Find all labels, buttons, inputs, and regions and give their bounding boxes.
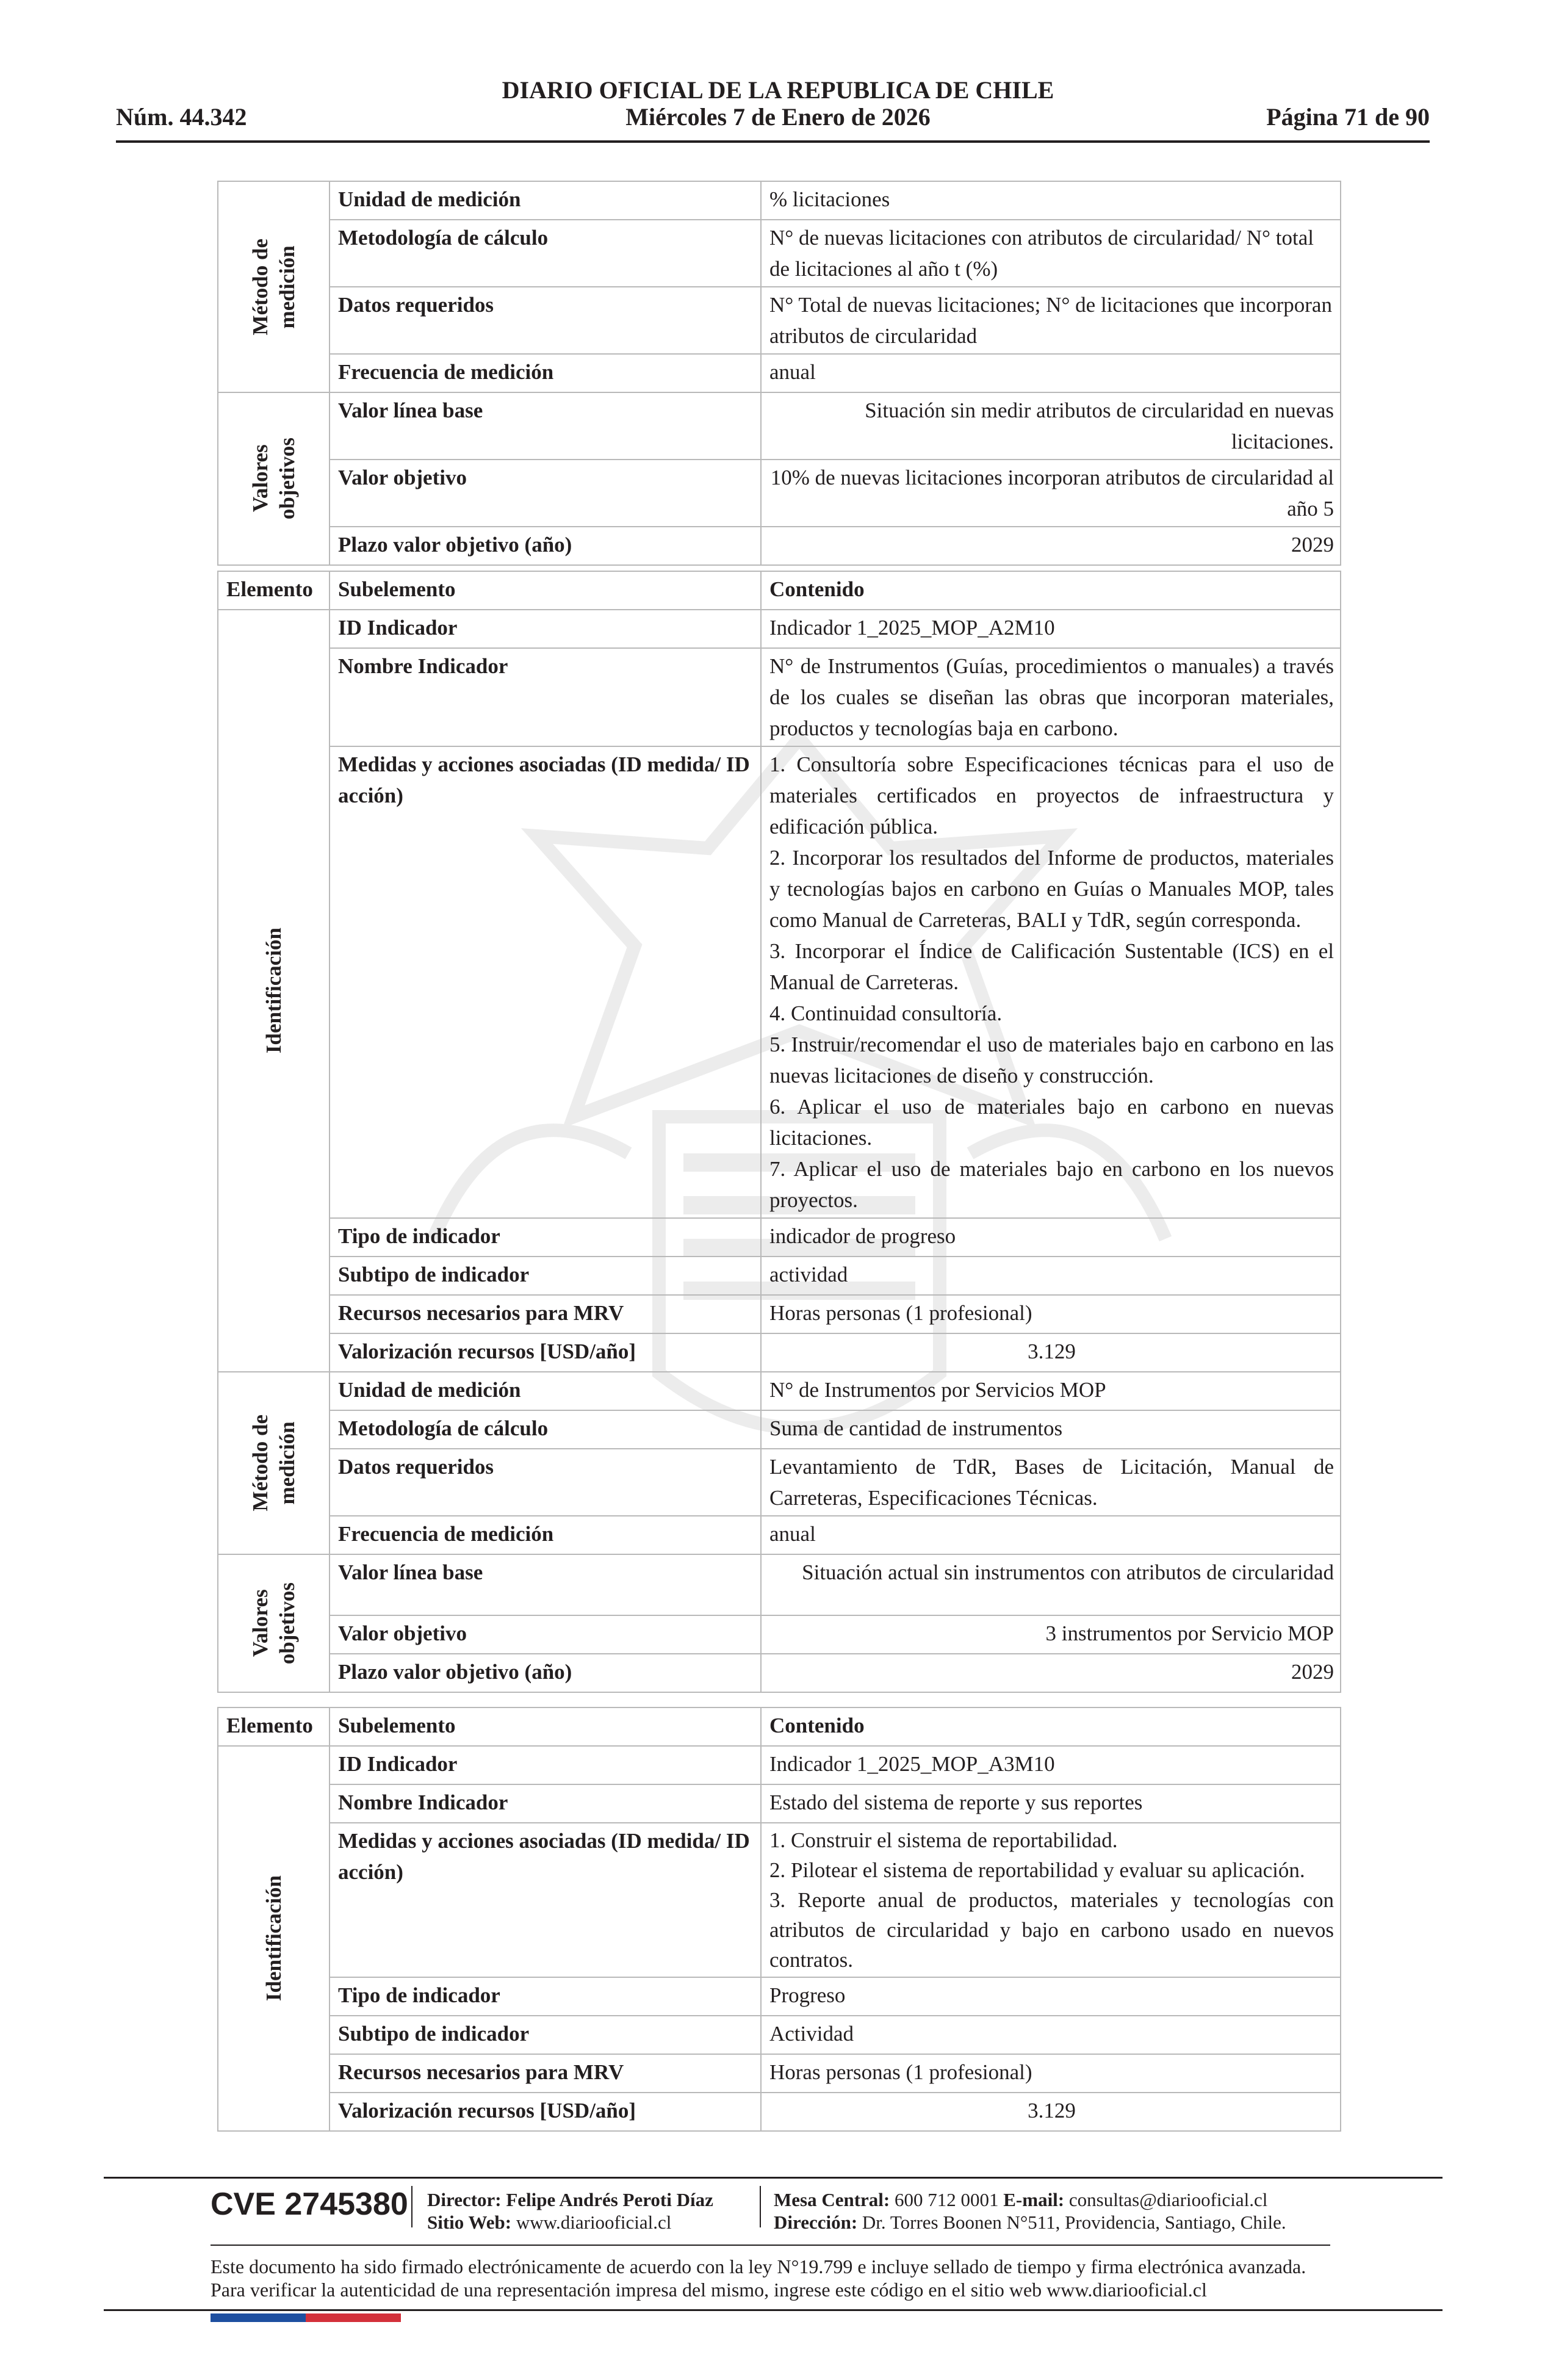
email-label: E-mail: xyxy=(1003,2189,1065,2210)
group-cell-identificacion xyxy=(218,610,330,1372)
group-cell-metodo xyxy=(218,181,330,392)
content-cell: 2029 xyxy=(761,527,1341,565)
director-name: Felipe Andrés Peroti Díaz xyxy=(506,2189,713,2210)
content-cell: Horas personas (1 profesional) xyxy=(761,2054,1341,2093)
subelement-cell: Frecuencia de medición xyxy=(330,1516,761,1554)
content-cell: indicador de progreso xyxy=(761,1218,1341,1257)
subelement-cell: Unidad de medición xyxy=(330,1372,761,1410)
content-cell: 3.129 xyxy=(761,2093,1341,2131)
group-cell-metodo xyxy=(218,1372,330,1554)
content-cell: Horas personas (1 profesional) xyxy=(761,1295,1341,1333)
footer-divider-top xyxy=(104,2177,1443,2179)
subelement-cell: Valor línea base xyxy=(330,392,761,460)
footer-divider-bottom xyxy=(104,2309,1443,2311)
subelement-cell: Medidas y acciones asociadas (ID medida/ ID acción) xyxy=(330,746,761,1218)
footer-divider-mid xyxy=(211,2245,1330,2246)
subelement-cell: Valor línea base xyxy=(330,1554,761,1615)
group-label-identificacion: Identificación xyxy=(261,928,286,1054)
indicator-table-a3m10 xyxy=(217,1707,1341,2132)
subelement-cell: Valor objetivo xyxy=(330,460,761,527)
mesa-label: Mesa Central: xyxy=(774,2189,890,2210)
header-contenido: Contenido xyxy=(761,571,1341,610)
content-cell: 1. Construir el sistema de reportabilidad. 2. Pilotear el sistema de reportabilidad y evaluar su aplicación. 3. Reporte anual de productos, materiales y tecnologías con atributos de circularidad y bajo en carbono usado en nuevos contratos. xyxy=(761,1823,1341,1977)
content-cell: 1. Consultoría sobre Especificaciones técnicas para el uso de materiales certificados en proyectos de infraestructura y edificación pública. 2. Incorporar los resultados del Informe de productos, materiales y tecnologías bajos en carbono en Guías o Manuales MOP, tales como Manual de Carreteras, BALI y TdR, según corresponda. 3. Incorporar el Índice de Calificación Sustentable (ICS) en el Manual de Carreteras. 4. Continuidad consultoría. 5. Instruir/recomendar el uso de materiales bajo en carbono en las nuevas licitaciones de diseño y construcción. 6. Aplicar el uso de materiales bajo en carbono en nuevas licitaciones. 7. Aplicar el uso de materiales bajo en carbono en los nuevos proyectos. xyxy=(761,746,1341,1218)
content-cell: N° Total de nuevas licitaciones; N° de licitaciones que incorporan atributos de circularidad xyxy=(761,287,1341,354)
content-cell: N° de Instrumentos por Servicios MOP xyxy=(761,1372,1341,1410)
subelement-cell: Datos requeridos xyxy=(330,287,761,354)
subelement-cell: Tipo de indicador xyxy=(330,1218,761,1257)
group-cell-valores xyxy=(218,392,330,565)
subelement-cell: Recursos necesarios para MRV xyxy=(330,1295,761,1333)
header-subelemento: Subelemento xyxy=(330,1707,761,1746)
subelement-cell: Subtipo de indicador xyxy=(330,2016,761,2054)
footer-director-block xyxy=(427,2188,713,2234)
group-label-identificacion: Identificación xyxy=(261,1875,286,2002)
content-cell: Indicador 1_2025_MOP_A3M10 xyxy=(761,1746,1341,1784)
content-cell: Situación sin medir atributos de circularidad en nuevas licitaciones. xyxy=(761,392,1341,460)
subelement-cell: ID Indicador xyxy=(330,1746,761,1784)
legal-notice: Este documento ha sido firmado electrónicamente de acuerdo con la ley N°19.799 e incluye sellado de tiempo y firma electrónica avanzada. Para verificar la autenticidad de una representación impresa del mismo, ingrese este código en el sitio web www.diariooficial.cl xyxy=(211,2256,1306,2301)
director-label: Director: xyxy=(427,2189,502,2210)
content-cell: Suma de cantidad de instrumentos xyxy=(761,1410,1341,1449)
subelement-cell: Metodología de cálculo xyxy=(330,1410,761,1449)
website-link[interactable]: www.diariooficial.cl xyxy=(516,2212,672,2233)
subelement-cell: Metodología de cálculo xyxy=(330,220,761,287)
publication-title: DIARIO OFICIAL DE LA REPUBLICA DE CHILE xyxy=(502,76,1054,104)
content-cell: anual xyxy=(761,1516,1341,1554)
header-subelemento: Subelemento xyxy=(330,571,761,610)
subelement-cell: Tipo de indicador xyxy=(330,1977,761,2016)
content-cell: Estado del sistema de reporte y sus reportes xyxy=(761,1784,1341,1823)
subelement-cell: Unidad de medición xyxy=(330,181,761,220)
subelement-cell: Valor objetivo xyxy=(330,1615,761,1654)
footer-separator xyxy=(760,2186,761,2227)
subelement-cell: Valorización recursos [USD/año] xyxy=(330,2093,761,2131)
content-cell: Progreso xyxy=(761,1977,1341,2016)
indicator-table-a2m10 xyxy=(217,571,1341,1693)
header-elemento: Elemento xyxy=(218,1707,330,1746)
subelement-cell: Subtipo de indicador xyxy=(330,1257,761,1295)
subelement-cell: Nombre Indicador xyxy=(330,1784,761,1823)
subelement-cell: Frecuencia de medición xyxy=(330,354,761,392)
content-cell: 3 instrumentos por Servicio MOP xyxy=(761,1615,1341,1654)
header-contenido: Contenido xyxy=(761,1707,1341,1746)
footer-separator xyxy=(411,2186,412,2227)
subelement-cell: ID Indicador xyxy=(330,610,761,648)
mesa-phone: 600 712 0001 xyxy=(895,2189,999,2210)
content-cell: 2029 xyxy=(761,1654,1341,1692)
address-label: Dirección: xyxy=(774,2212,858,2233)
subelement-cell: Plazo valor objetivo (año) xyxy=(330,527,761,565)
content-cell: Indicador 1_2025_MOP_A2M10 xyxy=(761,610,1341,648)
content-cell: % licitaciones xyxy=(761,181,1341,220)
flag-stripe-red xyxy=(306,2313,401,2322)
email-link[interactable]: consultas@diariooficial.cl xyxy=(1068,2189,1268,2210)
content-cell: N° de nuevas licitaciones con atributos de circularidad/ N° total de licitaciones al año t (%) xyxy=(761,220,1341,287)
address-text: Dr. Torres Boonen N°511, Providencia, Santiago, Chile. xyxy=(862,2212,1286,2233)
content-cell: actividad xyxy=(761,1257,1341,1295)
subelement-cell: Medidas y acciones asociadas (ID medida/ ID acción) xyxy=(330,1823,761,1977)
content-cell: Actividad xyxy=(761,2016,1341,2054)
group-cell-valores xyxy=(218,1554,330,1692)
content-cell: 10% de nuevas licitaciones incorporan atributos de circularidad al año 5 xyxy=(761,460,1341,527)
header-elemento: Elemento xyxy=(218,571,330,610)
content-cell: 3.129 xyxy=(761,1333,1341,1372)
flag-stripe-blue xyxy=(211,2313,306,2322)
group-label-valores: Valores objetivos xyxy=(248,438,299,520)
content-cell: N° de Instrumentos (Guías, procedimientos o manuales) a través de los cuales se diseñan las obras que incorporan materiales, productos y tecnologías baja en carbono. xyxy=(761,648,1341,746)
group-label-metodo: Método de medición xyxy=(248,1415,299,1512)
content-cell: anual xyxy=(761,354,1341,392)
indicator-table-continued xyxy=(217,181,1341,566)
footer-contact-block xyxy=(774,2188,1286,2234)
content-cell: Situación actual sin instrumentos con atributos de circularidad xyxy=(761,1554,1341,1615)
subelement-cell: Recursos necesarios para MRV xyxy=(330,2054,761,2093)
publication-date: Miércoles 7 de Enero de 2026 xyxy=(625,103,931,131)
subelement-cell: Datos requeridos xyxy=(330,1449,761,1516)
website-label: Sitio Web: xyxy=(427,2212,512,2233)
group-label-metodo: Método de medición xyxy=(248,238,299,336)
page-number: Página 71 de 90 xyxy=(1266,103,1430,131)
group-cell-identificacion xyxy=(218,1746,330,2131)
subelement-cell: Valorización recursos [USD/año] xyxy=(330,1333,761,1372)
cve-code: CVE 2745380 xyxy=(211,2187,408,2222)
subelement-cell: Plazo valor objetivo (año) xyxy=(330,1654,761,1692)
header-divider xyxy=(116,140,1430,143)
group-label-valores: Valores objetivos xyxy=(248,1582,299,1665)
content-cell: Levantamiento de TdR, Bases de Licitación, Manual de Carreteras, Especificaciones Técnicas. xyxy=(761,1449,1341,1516)
subelement-cell: Nombre Indicador xyxy=(330,648,761,746)
issue-number: Núm. 44.342 xyxy=(116,103,247,131)
